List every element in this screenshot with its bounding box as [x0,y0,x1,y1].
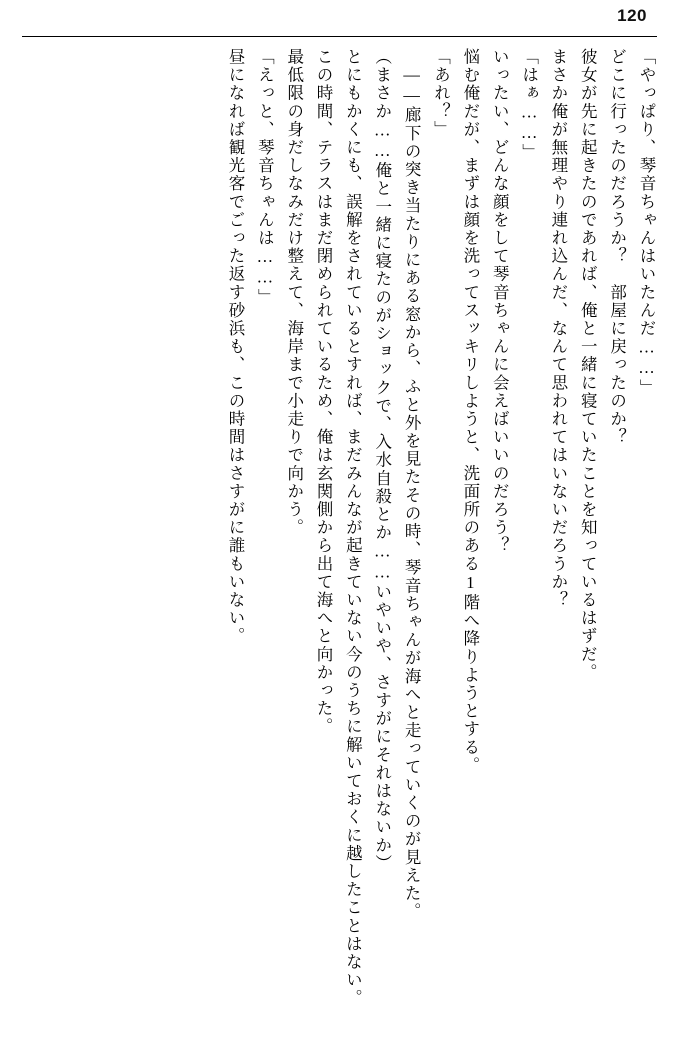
paragraph: どこに行ったのだろうか？ 部屋に戻ったのか？ [607,48,627,447]
header-rule [22,36,657,37]
page-number: 120 [617,6,647,25]
page-body-text [24,48,661,1034]
paragraph: この時間、テラスはまだ閉められているため、俺は玄関側から出て海へと向かった。 [314,48,334,736]
paragraph: 「やっぱり、琴音ちゃんはいたんだ……」 [637,48,656,397]
paragraph: （まさか……俺と一緒に寝たのがショックで、入水自殺とか……いやいや、さすがにそれはないか） [372,48,392,873]
paragraph: ――廊下の突き当たりにある窓から、ふと外を見たその時、琴音ちゃんが海へと走っていくのが見えた。 [402,65,422,921]
paragraph: 「えっと、琴音ちゃんは……」 [255,48,275,307]
paragraph: まさか俺が無理やり連れ込んだ、なんて思われてはいないだろうか？ [548,48,568,610]
paragraph: いったい、どんな顔をして琴音ちゃんに会えばいいのだろう？ [490,48,510,555]
paragraph: 「あれ？」 [431,48,451,139]
paragraph: 彼女が先に起きたのであれば、俺と一緒に寝ていたことを知っているはずだ。 [578,48,598,682]
paragraph: 悩む俺だが、まずは顔を洗ってスッキリしようと、洗面所のある1階へ降りようとする。 [460,48,480,775]
paragraph: 昼になれば観光客でごった返す砂浜も、この時間はさすがに誰もいない。 [225,48,245,646]
paragraph: とにもかくにも、誤解をされているとすれば、まだみんなが起きていない今のうちに解いておくに越したことはない。 [343,48,363,1008]
paragraph: 「はぁ……」 [519,48,539,162]
paragraph: 最低限の身だしなみだけ整えて、海岸まで小走りで向かう。 [284,48,304,537]
